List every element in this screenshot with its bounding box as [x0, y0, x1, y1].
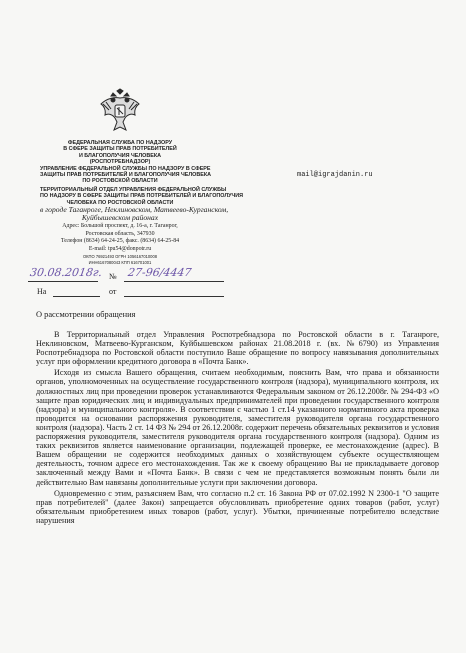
handwritten-date: 30.08.2018г.: [29, 266, 103, 279]
phone-line: Телефон (8634) 64-24-25, факс. (8634) 64-25-84: [60, 238, 180, 245]
recipient-email: mail@igrajdanin.ru: [297, 171, 373, 179]
body-paragraph: Исходя из смысла Вашего обращения, считаем необходимым, пояснить Вам, что права и обязанности органов, уполномоченных на осуществление государственного контроля (надзора), муниципального контроля, их должностных лиц при проведении проверок устанавливаются Федеральным законом от 26.12.2008г. № 294-ФЗ «О защите прав юридических лиц и индивидуальных предпринимателей при проведении государственного контроля (надзора) и муниципального контроля». В соответствии с частью 1 ст.14 указанного нормативного акта проверка проводится на основании распоряжения руководителя, заместителя руководителя органа государственного контроля (надзора). Часть 2 ст. 14 ФЗ № 294 от 26.12.2008г. содержит перечень обязательных реквизитов и условия распоряжения руководителя, заместителя руководителя органа государственного контроля (надзора). Одним из таких реквизитов является наименование организации, подлежащей проверке, ее местонахождение (адрес). В Вашем обращении не содержится необходимых данных о хозяйствующем субъекте осуществляющем деятельность, точном адресе его местонахождения. Так же к своему обращению Вы не прикладываете договор заключенный между Вами и «Почта Банк». В связи с чем не представляется возможным понять были ли действительно Вам навязаны дополнительные услуги при заключении договора.: [36, 368, 439, 487]
org-line: ФЕДЕРАЛЬНАЯ СЛУЖБА ПО НАДЗОРУ: [67, 140, 173, 146]
coat-of-arms-icon: [97, 88, 143, 134]
reference-date-underline: [124, 296, 224, 297]
org-line: УПРАВЛЕНИЕ ФЕДЕРАЛЬНОЙ СЛУЖБЫ ПО НАДЗОРУ В СФЕРЕ: [40, 165, 211, 172]
org-line: ЧЕЛОВЕКА ПО РОСТОВСКОЙ ОБЛАСТИ: [66, 199, 174, 206]
district-line: Куйбышевском районах: [81, 213, 159, 223]
date-underline: [28, 281, 98, 282]
reference-underline: [53, 296, 100, 297]
body-paragraph: Одновременно с этим, разъясняем Вам, что согласно п.2 ст. 16 Закона РФ от 07.02.1992 N 2300-1 "О защите прав потребителей" (далее Закон) запрещается обусловливать приобретение одних товаров (работ, услуг) обязательным приобретением иных товаров (работ, услуг). Убытки, причиненные потребителю вследствие нарушения: [36, 488, 439, 525]
letter-subject: О рассмотрении обращения: [36, 310, 136, 319]
handwritten-number: 27-96/4447: [127, 266, 193, 279]
org-line: ПО РОСТОВСКОЙ ОБЛАСТИ: [82, 178, 158, 185]
code-line: ОКПО 76921493 ОГРН 1056167010008: [82, 254, 157, 260]
address-line: Адрес: Большой проспект, д. 16-а, г. Таганрог,: [62, 222, 178, 229]
org-line: (РОСПОТРЕБНАДЗОР): [89, 159, 151, 166]
org-line: В СФЕРЕ ЗАЩИТЫ ПРАВ ПОТРЕБИТЕЛЕЙ: [63, 146, 177, 153]
org-line: И БЛАГОПОЛУЧИЯ ЧЕЛОВЕКА: [78, 152, 162, 159]
org-line: ТЕРРИТОРИАЛЬНЫЙ ОТДЕЛ УПРАВЛЕНИЯ ФЕДЕРАЛЬНОЙ СЛУЖБЫ: [40, 186, 227, 193]
reference-on-label: На: [37, 287, 47, 296]
number-label: №: [109, 272, 117, 281]
sender-letterhead: [40, 140, 243, 265]
number-underline: [124, 281, 224, 282]
org-line: ЗАЩИТЫ ПРАВ ПОТРЕБИТЕЛЕЙ И БЛАГОПОЛУЧИЯ ЧЕЛОВЕКА: [40, 172, 212, 179]
org-line: ПО НАДЗОРУ В СФЕРЕ ЗАЩИТЫ ПРАВ ПОТРЕБИТЕЛЕЙ И БЛАГОПОЛУЧИЯ: [40, 193, 243, 200]
code-line: ИНН6167080043 КПП 616701001: [88, 259, 152, 265]
body-paragraph: В Территориальный отдел Управления Роспотребнадзора по Ростовской области в г. Таганроге, Неклиновском, Матвеево-Курганском, Куйбышевском районах 21.08.2018 г. (вх. №6790) из Управления Роспотребнадзора по Ростовской области поступило Ваше обращение по вопросу навязывания дополнительных услуг при оформлении кредитного договора в «Почта Банк».: [36, 330, 439, 367]
address-line: Ростовская область, 347930: [85, 230, 155, 237]
email-line: E-mail: tpu54@donpotr.ru: [88, 246, 152, 253]
district-line: в городе Таганроге, Неклиновском, Матвеево-Курганском,: [40, 205, 229, 215]
letter-body: [36, 330, 439, 527]
reference-from-label: от: [109, 287, 117, 296]
